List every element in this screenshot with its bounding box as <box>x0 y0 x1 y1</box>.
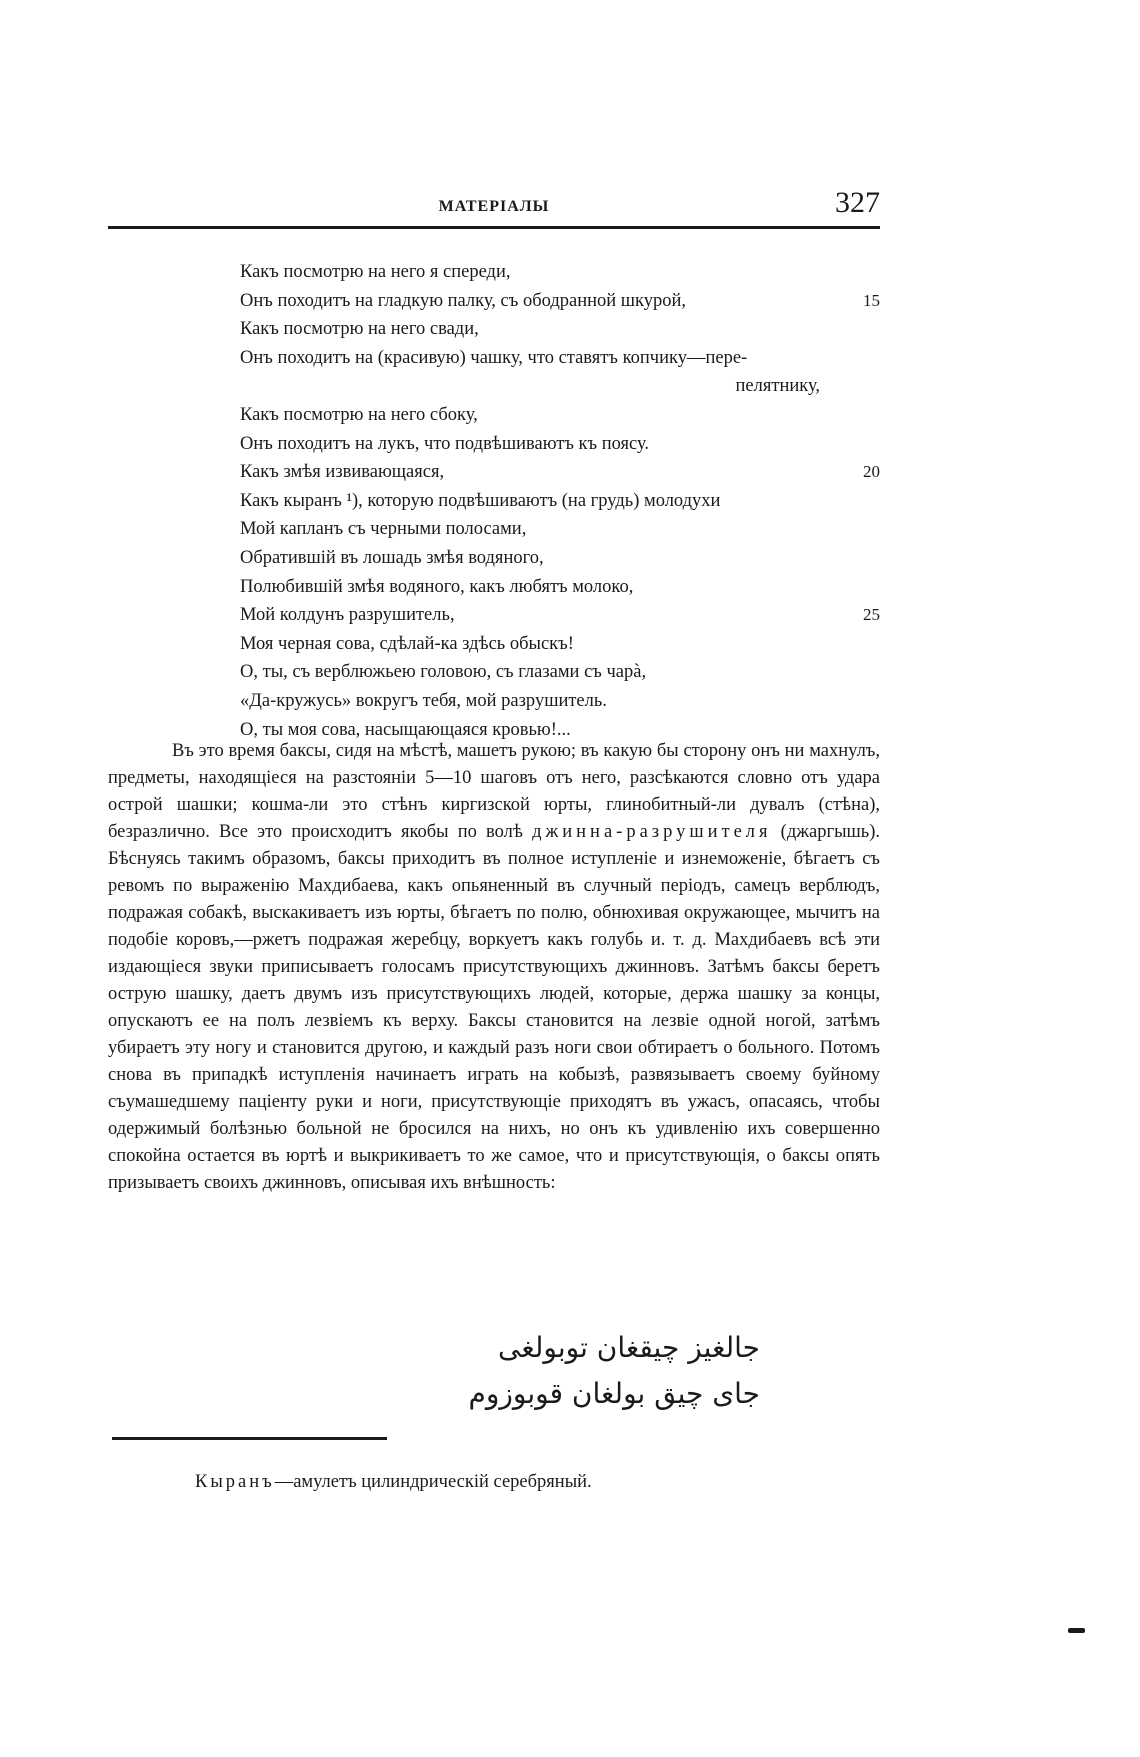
poem-line-text: Полюбившій змѣя водяного, какъ любятъ молоко, <box>240 576 634 597</box>
footnote-text: —амулетъ цилиндрическій серебряный. <box>274 1472 592 1492</box>
poem-line <box>240 687 880 716</box>
line-number: 25 <box>863 605 880 625</box>
poem-line-text: Какъ змѣя извивающаяся, <box>240 462 445 483</box>
prose-spaced-term: джинна-разрушителя <box>532 822 772 842</box>
arabic-line: جالغيز چيقغان توبولغى <box>498 1331 760 1364</box>
footnote <box>195 1472 592 1493</box>
line-number: 20 <box>863 462 880 482</box>
poem-line <box>240 287 880 316</box>
poem-line-text: Какъ кыранъ ¹), которую подвѣшиваютъ (на грудь) молодухи <box>240 490 721 511</box>
line-number: 15 <box>863 290 880 310</box>
poem-line <box>240 515 880 544</box>
header-rule <box>108 226 880 229</box>
poem-line <box>240 601 880 630</box>
poem-block <box>240 258 880 744</box>
poem-line <box>240 344 880 373</box>
poem-line-text: Какъ посмотрю на него сбоку, <box>240 404 478 425</box>
poem-line <box>240 658 880 687</box>
poem-line-text: Мой колдунъ разрушитель, <box>240 605 455 626</box>
poem-line <box>240 573 880 602</box>
prose-paragraph <box>108 738 880 1197</box>
arabic-line: جاى چيق بولغان قوبوزوم <box>468 1377 760 1410</box>
poem-line-text: Онъ походитъ на гладкую палку, съ ободранной шкурой, <box>240 290 687 311</box>
poem-line <box>240 372 880 401</box>
poem-line-text: О, ты моя сова, насыщающаяся кровью!... <box>240 719 571 740</box>
poem-line <box>240 487 880 516</box>
page-header <box>108 186 880 219</box>
poem-line <box>240 258 880 287</box>
poem-line-text: Онъ походитъ на лукъ, что подвѣшиваютъ къ поясу. <box>240 433 650 454</box>
poem-line-text: О, ты, съ верблюжьею головою, съ глазами съ чарà, <box>240 662 647 683</box>
poem-line <box>240 458 880 487</box>
poem-line <box>240 630 880 659</box>
poem-line-text: Мой капланъ съ черными полосами, <box>240 519 527 540</box>
poem-line-text: «Да-кружусь» вокругъ тебя, мой разрушитель. <box>240 690 607 711</box>
poem-line <box>240 315 880 344</box>
footnote-term: Кыранъ <box>195 1472 275 1492</box>
arabic-verse <box>430 1325 760 1417</box>
poem-line-text: Обратившій въ лошадь змѣя водяного, <box>240 547 544 568</box>
footnote-rule <box>112 1437 387 1440</box>
poem-line-text: пелятнику, <box>735 376 820 397</box>
running-title: МАТЕРІАЛЫ <box>438 198 550 215</box>
poem-line-text: Какъ посмотрю на него я спереди, <box>240 262 511 282</box>
poem-line <box>240 544 880 573</box>
prose-text-end: (джаргышь). Бѣснуясь такимъ образомъ, баксы приходитъ въ полное иступленіе и изнеможеніе, бѣгаетъ съ ревомъ по выраженію Махдибаева, какъ опьяненный въ случный періодъ, самецъ верблюдъ, подражая собакѣ, выскакиваетъ изъ юрты, бѣгаетъ по полю, обнюхивая окружающее, мычитъ на подобіе коровъ,—ржетъ подражая жеребцу, воркуетъ какъ голубь и. т. д. Махдибаевъ всѣ эти издающіеся звуки приписываетъ голосамъ присутствующихъ джинновъ. Затѣмъ баксы беретъ острую шашку, даетъ двумъ изъ присутствующихъ людей, которые, держа шашку за концы, опускаютъ ее на полъ лезвіемъ къ верху. Баксы становится на лезвіе одной ногой, затѣмъ убираетъ эту ногу и становится другою, и каждый разъ ноги свои обтираетъ о больного. Потомъ снова въ припадкѣ иступленія начинаетъ играть на кобызѣ, развязываетъ своему буйному съумашедшему паціенту руки и ноги, присутствующіе приходятъ въ ужасъ, опасаясь, чтобы одержимый болѣзнью больной не бросился на нихъ, но онъ къ удивленію ихъ совершенно спокойна остается въ юртѣ и выкрикиваетъ то же самое, что и присутствующія, о баксы опять призываетъ своихъ джинновъ, описывая ихъ внѣшность: <box>108 822 880 1193</box>
prose-text-start: Въ это время баксы, сидя на мѣстѣ, машетъ рукою; въ какую бы сторону онъ ни махнулъ, предметы, находящіеся на разстояніи 5—10 шаговъ отъ него, разсѣкаются словно отъ удара острой шашки; кошма-ли это стѣнъ киргизской юрты, глинобитный-ли дувалъ (стѣна), безразлично. Все это происходитъ якобы по волѣ <box>108 741 880 842</box>
page-number: 327 <box>835 186 880 219</box>
poem-line <box>240 430 880 459</box>
poem-line-text: Моя черная сова, сдѣлай-ка здѣсь обыскъ! <box>240 633 574 654</box>
poem-line-text: Онъ походитъ на (красивую) чашку, что ставятъ копчику—пере- <box>240 347 748 368</box>
margin-mark <box>1068 1628 1085 1633</box>
poem-line <box>240 401 880 430</box>
poem-line-text: Какъ посмотрю на него свади, <box>240 319 479 340</box>
